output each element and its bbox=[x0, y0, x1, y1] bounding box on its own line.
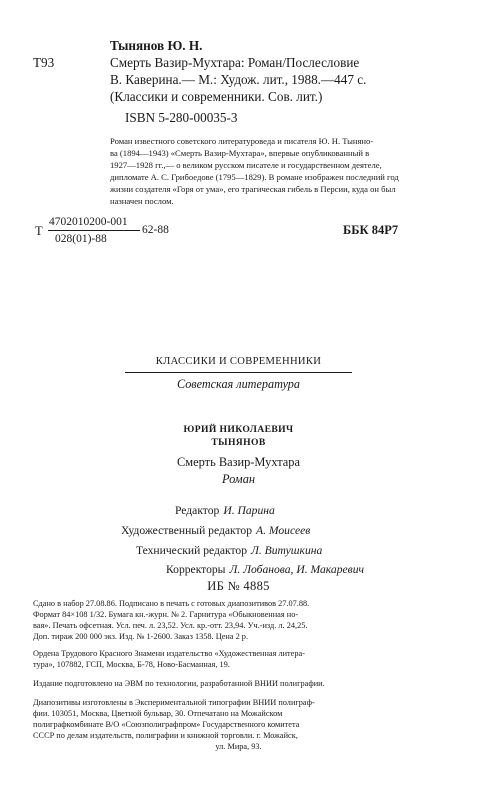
author-heading: Тынянов Ю. Н. bbox=[110, 38, 203, 53]
book-genre: Роман bbox=[221, 472, 256, 486]
print-line-3: полиграфкомбинате В/О «Союзполиграфпром» Государственного комитета bbox=[33, 720, 300, 729]
credit-proofreaders bbox=[166, 560, 364, 578]
credit-role: Технический редактор bbox=[136, 544, 248, 557]
credit-role: Художественный редактор bbox=[121, 524, 253, 537]
bbk-code: ББК 84Р7 bbox=[343, 223, 399, 237]
imprint-line-1: Сдано в набор 27.08.86. Подписано в печать с готовых диапозитивов 27.07.88. bbox=[33, 599, 310, 608]
credit-name: Л. Лобанова, И. Макаревич bbox=[229, 563, 365, 576]
series-divider bbox=[125, 372, 352, 373]
credit-name: И. Парина bbox=[223, 504, 275, 517]
annotation-line-3: 1927—1928 гг.,— о великом русском писателе и государственном деятеле, bbox=[110, 160, 382, 170]
bib-line-2: В. Каверина.— М.: Худож. лит., 1988.—447 с. bbox=[110, 72, 367, 87]
print-line-1: Диапозитивы изготовлены в Экспериментальной типографии ВНИИ полиграф- bbox=[33, 698, 315, 707]
print-address: ул. Мира, 93. bbox=[215, 742, 262, 751]
call-number: Т93 bbox=[33, 55, 55, 70]
publisher-line-2: тура», 107882, ГСП, Москва, Б-78, Ново-Басманная, 19. bbox=[33, 660, 230, 669]
index-fraction-bar bbox=[48, 230, 140, 231]
ib-number: ИБ № 4885 bbox=[207, 579, 270, 593]
publisher-line-1: Ордена Трудового Красного Знамени издательство «Художественная литера- bbox=[33, 649, 305, 658]
prepared-note: Издание подготовлено на ЭВМ по технологии, разработанной ВНИИ полиграфии. bbox=[33, 679, 325, 688]
credit-art-editor bbox=[121, 521, 310, 539]
bib-line-1: Смерть Вазир-Мухтара: Роман/Послесловие bbox=[110, 55, 360, 70]
bib-line-3: (Классики и современники. Сов. лит.) bbox=[110, 89, 323, 104]
credit-role: Корректоры bbox=[166, 563, 226, 576]
series-subtitle: Советская литература bbox=[177, 377, 300, 391]
annotation-line-2: ва (1894—1943) «Смерть Вазир-Мухтара», впервые опубликованный в bbox=[110, 148, 370, 158]
print-line-2: фии. 103051, Москва, Цветной бульвар, 30. Отпечатано на Можайском bbox=[33, 709, 283, 718]
credit-role: Редактор bbox=[175, 504, 220, 517]
credit-name: Л. Витушкина bbox=[251, 544, 323, 557]
print-line-4: СССР по делам издательств, полиграфии и книжной торговли. г. Можайск, bbox=[33, 731, 298, 740]
credit-editor bbox=[175, 501, 275, 519]
imprint-line-4: Доп. тираж 200 000 экз. Изд. № 1-2600. Заказ 1358. Цена 2 р. bbox=[33, 632, 249, 641]
annotation-line-6: назначен послом. bbox=[110, 196, 174, 206]
book-title: Смерть Вазир-Мухтара bbox=[177, 455, 300, 469]
annotation-line-5: жизни создателя «Горя от ума», его трагическая гибель в Персии, куда он был bbox=[110, 184, 396, 194]
isbn: ISBN 5-280-00035-3 bbox=[125, 110, 238, 125]
index-denominator: 028(01)-88 bbox=[55, 233, 107, 245]
book-author-last: ТЫНЯНОВ bbox=[211, 437, 266, 448]
index-suffix: 62-88 bbox=[142, 224, 169, 236]
index-letter: Т bbox=[35, 224, 43, 238]
annotation-line-1: Роман известного советского литературоведа и писателя Ю. Н. Тыняно- bbox=[110, 136, 374, 146]
credit-name: А. Моисеев bbox=[256, 524, 311, 537]
series-title: КЛАССИКИ И СОВРЕМЕННИКИ bbox=[155, 356, 322, 367]
imprint-line-2: Формат 84×108 1/32. Бумага кн.-журн. № 2. Гарнитура «Обыкновенная но- bbox=[33, 610, 299, 619]
imprint-line-3: вая». Печать офсетная. Усл. печ. л. 23,52. Усл. кр.-отт. 23,94. Уч.-изд. л. 24,25. bbox=[33, 621, 308, 630]
book-author-first: ЮРИЙ НИКОЛАЕВИЧ bbox=[183, 424, 294, 435]
index-numerator: 4702010200-001 bbox=[49, 216, 128, 228]
credit-tech-editor bbox=[136, 541, 322, 559]
annotation-line-4: дипломате А. С. Грибоедове (1795—1829). В романе изображен последний год bbox=[110, 172, 399, 182]
